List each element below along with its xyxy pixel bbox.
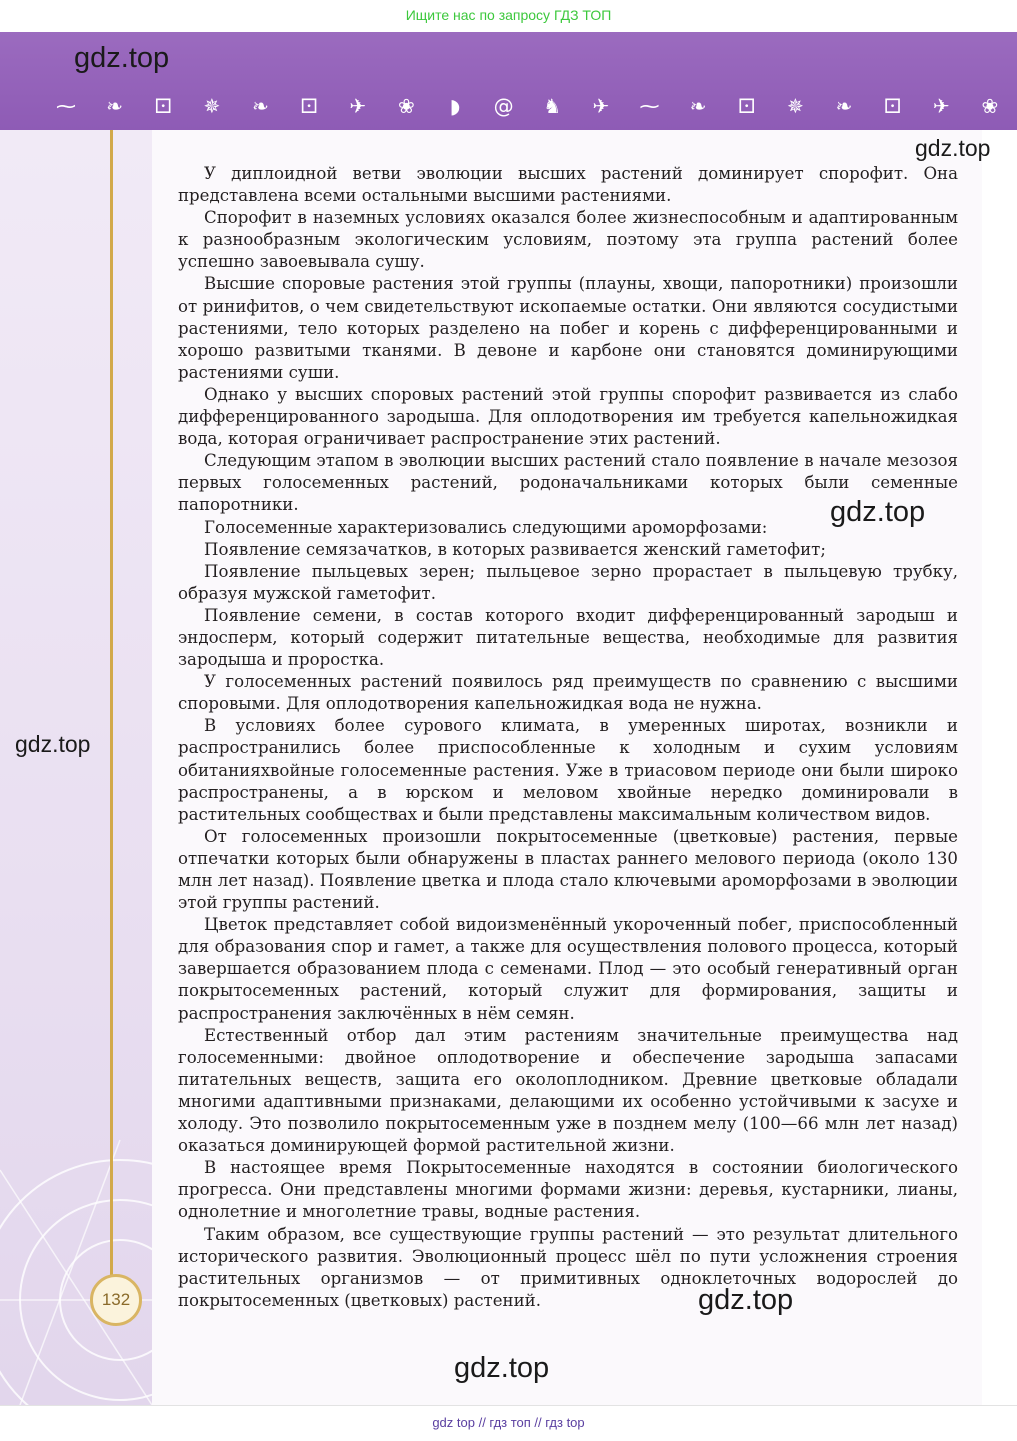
kangaroo-icon: ⚀ bbox=[738, 94, 756, 118]
paragraph: У голосеменных растений появилось ряд преимуществ по сравнению с высшими споровыми. Для оплодотворения капельножидкая вода не нужна. bbox=[178, 672, 958, 714]
fish-icon: ⁓ bbox=[639, 94, 660, 118]
lizard-icon: ❧ bbox=[689, 94, 707, 118]
insect-icon: ✵ bbox=[786, 94, 804, 118]
footer-links[interactable]: gdz top // гдз топ // гдз top bbox=[0, 1405, 1017, 1441]
kangaroo-icon: ⚀ bbox=[300, 94, 318, 118]
paragraph: Спорофит в наземных условиях оказался более жизнеспособным и адаптированным к разнообразным экологическим условиям, поэтому эта группа растений более успешно завоевывала сушу. bbox=[178, 208, 958, 272]
insect-icon: ✵ bbox=[203, 94, 221, 118]
paragraph: У диплоидной ветви эволюции высших растений доминирует спорофит. Она представлена всеми остальными высшими растениями. bbox=[178, 164, 958, 206]
snail-icon: @ bbox=[493, 94, 514, 118]
bison-icon: ◗ bbox=[449, 94, 461, 118]
paragraph: Следующим этапом в эволюции высших растений стало появление в начале мезозоя первых голосеменных растений, родоначальниками которых были семенные папоротники. bbox=[178, 451, 958, 515]
paragraph: Цветок представляет собой видоизменённый укороченный побег, приспособленный для образования спор и гамет, а также для осуществления полового процесса, который завершается образованием плода с семенами. Плод — это особый генеративный орган покрытосеменных растений, который служит для формирования, защиты и распространения заключённых в нём семян. bbox=[178, 915, 958, 1023]
watermark: gdz.top bbox=[830, 496, 926, 528]
watermark: gdz.top bbox=[698, 1284, 794, 1316]
paragraph: Естественный отбор дал этим растениям значительные преимущества над голосеменными: двойное оплодотворение и обеспечение зародыша запасами питательных веществ, защита его околоплодником. Древние цветковые обладали многими адаптивными признаками, делающими их особенно устойчивыми к засухе и холоду. Это позволило покрытосеменным уже в позднем мелу (100—66 млн лет назад) оказаться доминирующей формой растительной жизни. bbox=[178, 1025, 958, 1156]
crocodile-icon: ❧ bbox=[835, 94, 853, 118]
animal-strip bbox=[48, 92, 1008, 120]
page-number: 132 bbox=[90, 1274, 142, 1326]
paragraph: В условиях более сурового климата, в умеренных широтах, возникли и распространились более приспособленные к холодным и сухим условиям обитанияхвойные голосеменные растения. Уже в триасовом периоде они были широко распространены, а в юрском и меловом хвойные нередко доминировали в растительных сообществах и были представлены максимальным количеством видов. bbox=[178, 716, 958, 824]
watermark: gdz.top bbox=[454, 1352, 550, 1384]
bird-icon: ✈ bbox=[349, 94, 367, 118]
spiral-decoration bbox=[0, 1040, 152, 1405]
watermark: gdz.top bbox=[15, 731, 91, 757]
search-banner: Ищите нас по запросу ГДЗ ТОП bbox=[405, 7, 612, 23]
paragraph: Таким образом, все существующие группы растений — это результат длительного исторического развития. Эволюционный процесс шёл по пути усложнения строения растительных организмов — от примитивных одноклеточных водорослей до покрытосеменных (цветковых) растений. bbox=[178, 1224, 958, 1310]
watermark: gdz.top bbox=[915, 135, 991, 161]
paragraph: Появление пыльцевых зерен; пыльцевое зерно прорастает в пыльцевую трубку, образуя мужской гаметофит. bbox=[178, 561, 958, 603]
article-text bbox=[178, 163, 958, 1312]
kangaroo-icon: ⚀ bbox=[883, 94, 902, 118]
paragraph: Высшие споровые растения этой группы (плауны, хвощи, папоротники) произошли от ринифитов, о чем свидетельствуют ископаемые остатки. Они являются сосудистыми растениями, тело которых разделено на побег и корень с дифференцированными и хорошо развитыми тканями. В девоне и карбоне они становятся доминирующими растениями суши. bbox=[178, 274, 958, 382]
watermark: gdz.top bbox=[74, 42, 170, 74]
paragraph: Появление семени, в состав которого входит дифференцированный зародыш и эндосперм, который содержит питательные вещества, необходимые для развития зародыша и проростка. bbox=[178, 605, 958, 670]
bird-icon: ✈ bbox=[592, 94, 610, 118]
horse-icon: ♞ bbox=[543, 94, 562, 118]
kangaroo-icon: ⚀ bbox=[154, 94, 172, 118]
gold-vertical-line bbox=[110, 130, 113, 1280]
paragraph: В настоящее время Покрытосеменные находятся в состоянии биологического прогресса. Они представлены многими формами жизни: деревья, кустарники, лианы, однолетние и многолетние травы, водные растения. bbox=[178, 1158, 958, 1222]
crocodile-icon: ❧ bbox=[252, 94, 269, 118]
paragraph: От голосеменных произошли покрытосеменные (цветковые) растения, первые отпечатки которых были обнаружены в пластах раннего мелового периода (около 130 млн лет назад). Появление цветка и плода стало ключевыми ароморфозами в эволюции этой группы растений. bbox=[178, 826, 958, 913]
paragraph: Голосеменные характеризовались следующими ароморфозами: bbox=[204, 517, 768, 537]
paragraph: Появление семязачатков, в которых развивается женский гаметофит; bbox=[204, 539, 826, 559]
fish-icon: ⁓ bbox=[56, 94, 76, 118]
paragraph: Однако у высших споровых растений этой группы спорофит развивается из слабо дифференцированного зародыша. Для оплодотворения им требуется капельножидкая вода, которая ограничивает распространение этих растений. bbox=[178, 384, 958, 449]
butterfly-icon: ❀ bbox=[397, 94, 415, 118]
butterfly-icon: ❀ bbox=[981, 94, 999, 118]
bird-icon: ✈ bbox=[932, 94, 950, 118]
lizard-icon: ❧ bbox=[106, 94, 123, 118]
